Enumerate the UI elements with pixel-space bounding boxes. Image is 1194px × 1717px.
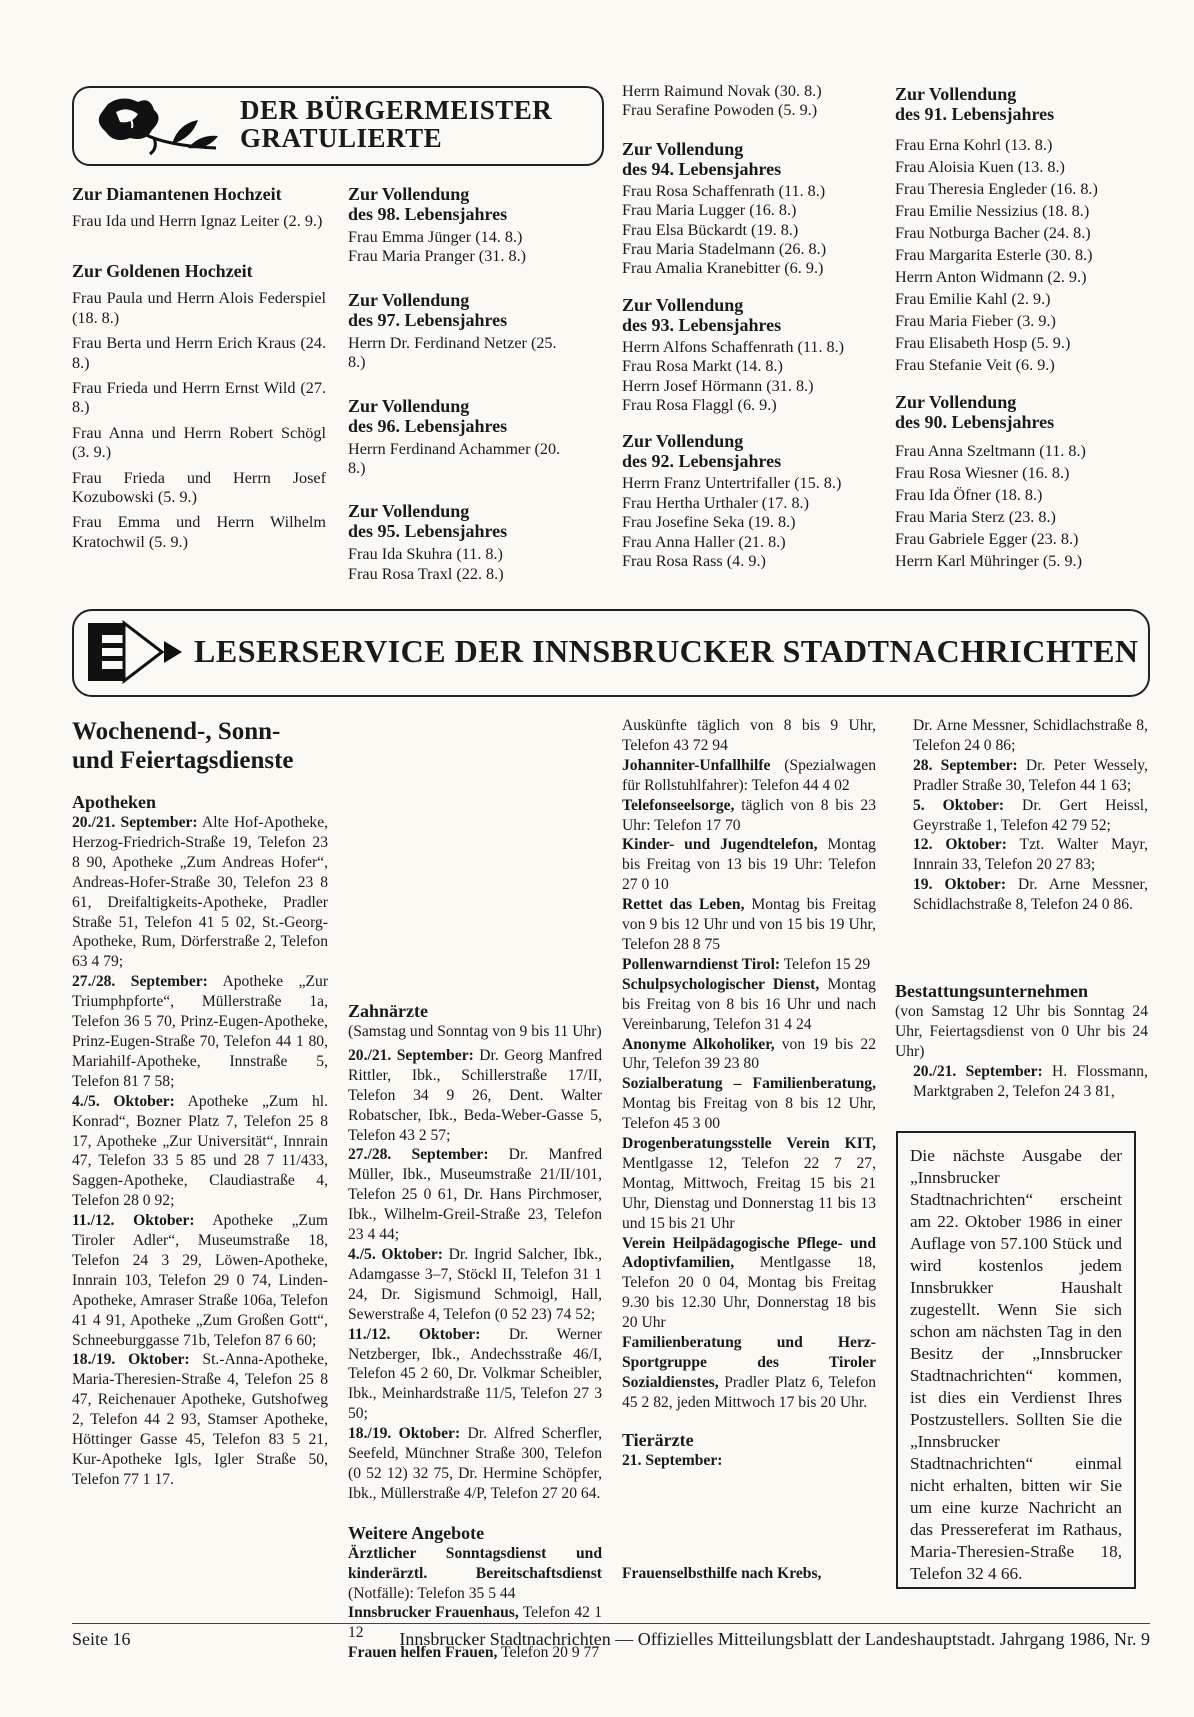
list-item: [913, 796, 1148, 836]
section-heading: des 98. Lebensjahres: [348, 204, 508, 224]
list-item: [622, 1074, 876, 1134]
list-item: Frau Frieda und Herrn Josef Kozubowski (5. 9.): [72, 468, 326, 507]
list-item: Frau Josefine Seka (19. 8.): [622, 513, 796, 532]
dienste-column-3-lead: [622, 1564, 876, 1584]
list-item: [72, 813, 328, 972]
list-item: [622, 1564, 876, 1584]
service-name: Schulpsychologischer Dienst,: [622, 975, 820, 993]
list-item: Frau Rosa Schaffenrath (11. 8.): [622, 181, 826, 200]
service-name: Drogenberatungsstelle Verein KIT,: [622, 1135, 876, 1153]
section-heading: des 97. Lebensjahres: [348, 309, 508, 330]
list-item: Herrn Anton Widmann (2. 9.): [895, 268, 1087, 286]
service-name: Telefonseelsorge,: [622, 796, 735, 814]
list-item: [622, 1451, 876, 1471]
logo-icon: [84, 619, 188, 685]
service-name: Frauenselbsthilfe nach Krebs,: [622, 1565, 822, 1582]
leserservice-banner: [72, 609, 1150, 697]
list-item: [72, 972, 328, 1091]
list-item: Frau Anna Haller (21. 8.): [622, 532, 786, 551]
entry-text: Telefon 20 9 77: [497, 1644, 600, 1662]
date-label: 20./21. September:: [348, 1046, 474, 1064]
list-item: [348, 1245, 602, 1325]
list-item: [913, 835, 1148, 875]
service-name: Sozialberatung – Familienberatung,: [622, 1075, 876, 1093]
section-heading: Zur Vollendung: [622, 138, 744, 159]
publication-info: Innsbrucker Stadtnachrichten — Offizielles Mitteilungsblatt der Landeshauptstadt. Jahrgang 1986, Nr. 9: [399, 1629, 1150, 1649]
dienste-column-4: [913, 716, 1148, 915]
entry-text: Dr. Manfred Müller, Ibk., Museumstraße 21/II/101, Telefon 25 0 61, Dr. Hans Pirchmoser, Ibk., Wilhelm-Greil-Straße 23, Telefon 23 4 44;: [348, 1146, 603, 1244]
gratulation-column-3: [622, 82, 882, 572]
entry-text: Montag bis Freitag von 13 bis 19 Uhr: Telefon 27 0 10: [622, 836, 876, 894]
section-heading: Zur Vollendung: [348, 501, 470, 522]
list-item: [348, 1046, 602, 1146]
date-label: 21. September:: [622, 1451, 723, 1469]
section-heading: Zur Goldenen Hochzeit: [72, 261, 253, 282]
date-label: 5. Oktober:: [913, 796, 1005, 814]
gratulation-title: [240, 96, 552, 152]
section-heading: Zur Vollendung: [348, 395, 470, 416]
page-number: Seite 16: [72, 1629, 131, 1649]
list-item: Frau Emma Jünger (14. 8.): [348, 228, 523, 246]
list-item: Frau Amalia Kranebitter (6. 9.): [622, 259, 824, 278]
list-item: Frau Erna Kohrl (13. 8.): [895, 136, 1053, 154]
date-label: 20./21. September:: [72, 814, 198, 831]
date-label: 18./19. Oktober:: [72, 1351, 190, 1369]
service-name: Kinder- und Jugendtelefon,: [622, 836, 818, 854]
list-item: [72, 1211, 328, 1350]
page-title: [72, 717, 328, 775]
service-name: Verein Heilpädagogische Pflege- und Adoptivfamilien,: [622, 1234, 876, 1272]
entry-text: (Notfälle): Telefon 35 5 44: [348, 1584, 516, 1602]
list-item: [348, 1544, 602, 1604]
list-item: Frau Stefanie Veit (6. 9.): [895, 356, 1055, 374]
list-item: Frau Ida Skuhra (11. 8.): [348, 545, 503, 564]
list-item: Herrn Alfons Schaffenrath (11. 8.): [622, 337, 845, 356]
section-heading: des 93. Lebensjahres: [622, 314, 782, 335]
entry-text: Auskünfte täglich von 8 bis 9 Uhr, Telefon 43 72 94: [622, 717, 876, 754]
entry-text: Telefon 42 1 12: [348, 1604, 602, 1642]
entry-text: Telefon 15 29: [780, 955, 871, 973]
section-heading: Weitere Angebote: [348, 1522, 485, 1543]
section-heading: Apotheken: [72, 792, 157, 812]
date-label: 19. Oktober:: [913, 876, 1007, 894]
service-name: Rettet das Leben,: [622, 896, 745, 914]
list-item: Herrn Josef Hörmann (31. 8.): [622, 376, 814, 395]
date-label: 27./28. September:: [348, 1146, 489, 1164]
entry-text: Dr. Ingrid Salcher, Ibk., Adamgasse 3–7, Stöckl II, Telefon 31 1 24, Dr. Sigismund Schmoigl, Hall, Sewerstraße 4, Telefon (0 52 23) 74 52;: [348, 1245, 602, 1323]
intro-text: (Samstag und Sonntag von 9 bis 11 Uhr): [348, 1023, 602, 1040]
entry-text: Mentlgasse 12, Telefon 22 7 27, Montag, Mittwoch, Freitag 15 bis 21 Uhr, Dienstag und Donnerstag 11 bis 13 und 15 bis 21 Uhr: [622, 1154, 876, 1232]
section-heading: Zur Vollendung: [622, 431, 744, 452]
date-label: 4./5. Oktober:: [348, 1245, 443, 1263]
list-item: Frau Rosa Markt (14. 8.): [622, 357, 783, 376]
entry-text: täglich von 8 bis 23 Uhr: Telefon 17 70: [622, 796, 876, 834]
entry-text: St.-Anna-Apotheke, Maria-Theresien-Straße 4, Telefon 25 8 47, Reichenauer Apotheke, Gutshofweg 2, Telefon 44 2 93, Stamser Apotheke, Höttinger Gasse 45, Telefon 83 5 21, Kur-Apotheke Igls, Igler Straße 50, Telefon 77 1 17.: [72, 1351, 328, 1488]
entry-text: Dr. Georg Manfred Rittler, Ibk., Schillerstraße 17/II, Telefon 34 9 26, Dent. Walter Robatscher, Ibk., Beda-Weber-Gasse 5, Telefon 43 2 57;: [348, 1046, 603, 1144]
list-item: Frau Emma und Herrn Wilhelm Kratochwil (5. 9.): [72, 513, 326, 551]
entry-text: Dr. Arne Messner, Schidlachstraße 8, Telefon 24 0 86;: [913, 717, 1148, 754]
entry-text: (Spezialwagen für Rollstuhlfahrer): Telefon 44 4 02: [622, 756, 876, 794]
date-label: 18./19. Oktober:: [348, 1425, 461, 1443]
main-title-line1: Wochenend-, Sonn-: [72, 718, 281, 745]
entry-text: von 19 bis 22 Uhr, Telefon 39 23 80: [622, 1035, 877, 1073]
entry-text: Montag bis Freitag von 8 bis 12 Uhr, Telefon 45 3 00: [622, 1095, 876, 1133]
list-item: Herrn Raimund Novak (30. 8.): [622, 82, 822, 100]
list-item: Herrn Ferdinand Achammer (20. 8.): [348, 439, 561, 478]
list-item: Frau Berta und Herrn Erich Kraus (24. 8.): [72, 334, 326, 372]
list-item: [72, 1350, 328, 1489]
list-item: Herrn Karl Mühringer (5. 9.): [895, 552, 1082, 570]
section-heading: des 92. Lebensjahres: [622, 451, 782, 472]
entry-text: Tzt. Walter Mayr, Innrain 33, Telefon 20 27 83;: [913, 836, 1149, 874]
list-item: [622, 756, 876, 796]
list-item: Frau Hertha Urthaler (17. 8.): [622, 493, 809, 512]
list-item: Frau Elsa Bückardt (19. 8.): [622, 220, 799, 239]
list-item: Frau Maria Fieber (3. 9.): [895, 312, 1056, 330]
date-label: 20./21. September:: [913, 1062, 1043, 1080]
dienste-column-1: [72, 717, 328, 1490]
entry-text: Alte Hof-Apotheke, Herzog-Friedrich-Straße 19, Telefon 23 8 90, Apotheke „Zum Andreas Hofer“, Andreas-Hofer-Straße 30, Telefon 23 8 61, Dreifaltigkeits-Apotheke, Pradler Straße 51, Telefon 41 5 02, St.-Georg-Apotheke, Rum, Dörferstraße 2, Telefon 63 4 79;: [72, 814, 329, 971]
gratulation-column-4: [895, 84, 1145, 572]
list-item: Frau Serafine Powoden (5. 9.): [622, 101, 818, 120]
list-item: [622, 716, 876, 756]
date-label: 11./12. Oktober:: [348, 1325, 481, 1343]
list-item: [913, 756, 1148, 796]
next-issue-notice: Die nächste Ausgabe der „Innsbrucker Stadtnachrichten“ erscheint am 22. Oktober 1986 in einer Auflage von 57.100 Stück und wird kostenlos jedem Innsbrukker Haushalt zugestellt. Wenn Sie sich schon am nächsten Tag in den Besitz der „Innsbrucker Stadtnachrichten“ kommen, ist dies ein Verdienst Ihres Postzustellers. Sollten Sie die „Innsbrucker Stadtnachrichten“ einmal nicht erhalten, bitten wir Sie um eine kurze Nachricht an das Pressereferat im Rathaus, Maria-Theresien-Straße 18, Telefon 32 4 66.: [896, 1131, 1136, 1589]
section-heading: des 94. Lebensjahres: [622, 158, 782, 179]
list-item: Frau Frieda und Herrn Ernst Wild (27. 8.): [72, 379, 326, 417]
list-item: Frau Maria Pranger (31. 8.): [348, 247, 527, 266]
section-heading: Zur Vollendung: [348, 289, 470, 310]
section-heading: Zur Diamantenen Hochzeit: [72, 184, 282, 204]
section-heading: Zahnärzte: [348, 1001, 428, 1021]
dienste-column-4b: [895, 980, 1148, 1102]
dienste-column-2: [348, 1000, 602, 1663]
list-item: Herrn Franz Untertrifaller (15. 8.): [622, 474, 842, 493]
date-label: 28. September:: [913, 756, 1018, 774]
section-heading: Zur Vollendung: [348, 184, 470, 204]
list-item: Frau Rosa Wiesner (16. 8.): [895, 464, 1070, 482]
section-heading: Bestattungsunternehmen: [895, 981, 1089, 1001]
main-title-line2: und Feiertagsdienste: [72, 747, 294, 774]
entry-text: Montag bis Freitag von 8 bis 16 Uhr und nach Vereinbarung, Telefon 31 4 24: [622, 975, 876, 1033]
banner-title: LESERSERVICE DER INNSBRUCKER STADTNACHRICHTEN: [194, 633, 1139, 669]
intro-text: (von Samstag 12 Uhr bis Sonntag 24 Uhr, Feiertagsdienst von 0 Uhr bis 24 Uhr): [895, 1003, 1148, 1060]
section-heading: des 96. Lebensjahres: [348, 415, 508, 436]
list-item: Frau Aloisia Kuen (13. 8.): [895, 158, 1065, 176]
list-item: Frau Maria Lugger (16. 8.): [622, 201, 797, 220]
list-item: Frau Ida und Herrn Ignaz Leiter (2. 9.): [72, 212, 323, 230]
section-heading: des 91. Lebensjahres: [895, 104, 1055, 124]
list-item: Frau Rosa Rass (4. 9.): [622, 552, 766, 571]
rose-icon: [88, 94, 228, 158]
list-item: [622, 895, 876, 955]
list-item: [622, 1234, 876, 1334]
entry-text: Pradler Platz 6, Telefon 45 2 82, jeden Mittwoch 17 bis 20 Uhr.: [622, 1373, 876, 1411]
section-heading: Zur Vollendung: [895, 392, 1017, 412]
list-item: Frau Emilie Kahl (2. 9.): [895, 290, 1051, 308]
section-heading: Zur Vollendung: [895, 84, 1017, 104]
service-name: Anonyme Alkoholiker,: [622, 1035, 775, 1053]
section-heading: des 95. Lebensjahres: [348, 521, 508, 542]
list-item: Herrn Dr. Ferdinand Netzer (25. 8.): [348, 333, 557, 372]
service-name: Innsbrucker Frauenhaus,: [348, 1604, 519, 1622]
list-item: [72, 1092, 328, 1211]
entry-text: H. Flossmann, Marktgraben 2, Telefon 24 3 81,: [913, 1062, 1148, 1100]
list-item: Frau Margarita Esterle (30. 8.): [895, 246, 1093, 264]
list-item: Frau Emilie Nessizius (18. 8.): [895, 202, 1090, 220]
section-heading: Zur Vollendung: [622, 294, 744, 315]
entry-text: Mentlgasse 18, Telefon 20 0 04, Montag bis Freitag 9.30 bis 12.30 Uhr, Donnerstag 18 bis 20 Uhr: [622, 1254, 876, 1332]
service-name: Frauen helfen Frauen,: [348, 1644, 498, 1662]
entry-text: Dr. Werner Netzberger, Ibk., Andechsstraße 46/I, Telefon 45 2 60, Dr. Volkmar Scheibler, Ibk., Meinhardstraße 11/5, Telefon 27 3 50;: [348, 1325, 602, 1423]
dienste-column-3: [622, 716, 876, 1471]
section-heading: Tierärzte: [622, 1429, 694, 1450]
list-item: Frau Rosa Traxl (22. 8.): [348, 564, 504, 583]
entry-text: Dr. Arne Messner, Schidlachstraße 8, Telefon 24 0 86.: [913, 876, 1148, 914]
list-item: Frau Paula und Herrn Alois Federspiel (18. 8.): [72, 289, 326, 327]
list-item: [622, 1035, 876, 1075]
list-item: Frau Elisabeth Hosp (5. 9.): [895, 334, 1071, 352]
entry-text: Dr. Gert Heissl, Geyrstraße 1, Telefon 42 79 52;: [913, 796, 1148, 834]
gratulation-title-line1: DER BÜRGERMEISTER: [240, 95, 553, 125]
gratulation-column-2: [348, 184, 566, 584]
list-item: [348, 1424, 602, 1504]
date-label: 11./12. Oktober:: [72, 1212, 195, 1230]
list-item: Frau Maria Stadelmann (26. 8.): [622, 240, 827, 259]
date-label: 4./5. Oktober:: [72, 1092, 175, 1110]
gratulation-header-box: [72, 86, 604, 166]
list-item: [622, 955, 876, 975]
gratulation-title-line2: GRATULIERTE: [240, 123, 443, 153]
list-item: [622, 1333, 876, 1413]
list-item: [348, 1325, 602, 1425]
date-label: 27./28. September:: [72, 973, 208, 991]
entry-text: Apotheke „Zum hl. Konrad“, Bozner Platz 7, Telefon 25 8 17, Apotheke „Zur Universität“, Innrain 47, Telefon 33 5 85 und 28 7 11/433, Saggen-Apotheke, Claudiastraße 4, Telefon 28 0 92;: [72, 1092, 328, 1210]
list-item: Frau Anna und Herrn Robert Schögl (3. 9.): [72, 423, 326, 462]
list-item: Frau Notburga Bacher (24. 8.): [895, 224, 1091, 242]
list-item: Frau Maria Sterz (23. 8.): [895, 508, 1056, 526]
list-item: [622, 975, 876, 1035]
entry-text: Dr. Peter Wessely, Pradler Straße 30, Telefon 44 1 63;: [913, 756, 1148, 794]
date-label: 12. Oktober:: [913, 836, 1007, 854]
list-item: Frau Ida Öfner (18. 8.): [895, 486, 1043, 504]
entry-text: Montag bis Freitag von 9 bis 12 Uhr und von 15 bis 19 Uhr, Telefon 28 8 75: [622, 896, 876, 953]
list-item: [913, 716, 1148, 756]
list-item: Frau Gabriele Egger (23. 8.): [895, 530, 1079, 548]
service-name: Johanniter-Unfallhilfe: [622, 756, 771, 774]
section-heading: des 90. Lebensjahres: [895, 412, 1055, 432]
gratulation-column-1: [72, 184, 326, 552]
list-item: [895, 1062, 1148, 1102]
entry-text: Apotheke „Zum Tiroler Adler“, Museumstraße 18, Telefon 24 3 29, Löwen-Apotheke, Innrain 103, Telefon 29 0 74, Linden-Apotheke, Amraser Straße 106a, Telefon 41 4 91, Apotheke „Zum Großen Gott“, Schneeburggasse 71b, Telefon 87 6 60;: [72, 1212, 328, 1349]
list-item: Frau Anna Szeltmann (11. 8.): [895, 442, 1086, 460]
service-name: Familienberatung und Herz-Sportgruppe des Tiroler Sozialdienstes,: [622, 1334, 876, 1391]
entry-text: Dr. Alfred Scherfler, Seefeld, Münchner Straße 300, Telefon (0 52 12) 32 75, Dr. Hermine Schöpfer, Ibk., Müllerstraße 4/P, Telefon 27 20 64.: [348, 1425, 602, 1502]
service-name: Pollenwarndienst Tirol:: [622, 955, 781, 973]
list-item: [622, 796, 876, 836]
list-item: [348, 1145, 602, 1245]
list-item: Frau Theresia Engleder (16. 8.): [895, 180, 1098, 198]
service-name: Ärztlicher Sonntagsdienst und kinderärztl. Bereitschaftsdienst: [348, 1544, 602, 1582]
entry-text: Apotheke „Zur Triumphpforte“, Müllerstraße 1a, Telefon 36 5 70, Prinz-Eugen-Apotheke, Prinz-Eugen-Straße 70, Telefon 44 1 80, Mariahilf-Apotheke, Innstraße 5, Telefon 81 7 58;: [72, 973, 329, 1090]
list-item: Frau Rosa Flaggl (6. 9.): [622, 396, 777, 415]
list-item: [622, 1134, 876, 1234]
list-item: [913, 875, 1148, 915]
list-item: [622, 835, 876, 895]
